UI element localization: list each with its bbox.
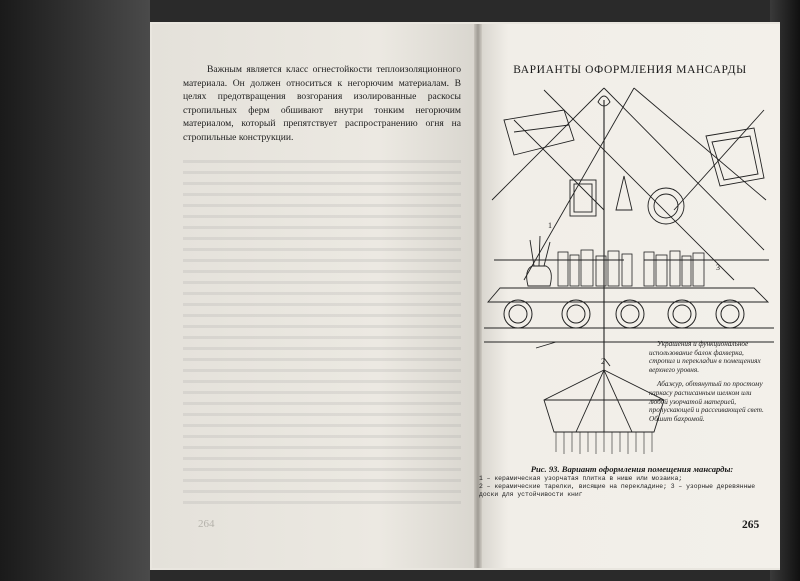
illustration-annotation (649, 340, 765, 429)
figure-caption-body (479, 475, 769, 500)
figure-caption-title: Рис. 93. Вариант оформления помещения мансарды: (530, 464, 734, 474)
label-1: 1 (548, 221, 552, 230)
label-2: 2 (601, 357, 605, 366)
fireproof-paragraph: Важным является класс огнестойкости теплоизоляционного материала. Он должен относиться к негорючим материалам. В целях предотвращения возгорания изолированные раскосы стропильных ферм обшивают внутри тонким негорючим материалом, который препятствует распространению огня на стропильные конструкции. (183, 64, 461, 143)
bleed-through-text (183, 152, 461, 512)
left-page-number: 264 (198, 518, 215, 530)
annotation-lampshade: Абажур, обтянутый по простому каркасу расписанным шелком или любой узорчатой материей, пропускающей и рассеивающей свет. Обшит бахромой. (649, 380, 764, 423)
label-3: 3 (716, 263, 720, 272)
caption-line-2: 2 – керамические тарелки, висящие на перекладине; 3 – узорные деревянные доски для устойчивости книг (479, 483, 756, 499)
caption-line-1: 1 – керамическая узорчатая плитка в нише или мозаика; (479, 475, 683, 482)
annotation-beams: Украшения и функциональное использование балок фахверка, стропил и перекладин в помещениях верхнего уровня. (649, 340, 761, 374)
scan-background-left (0, 0, 150, 581)
page-heading: ВАРИАНТЫ ОФОРМЛЕНИЯ МАНСАРДЫ (513, 64, 747, 76)
right-page-number: 265 (742, 519, 760, 531)
left-page-text (183, 63, 461, 145)
